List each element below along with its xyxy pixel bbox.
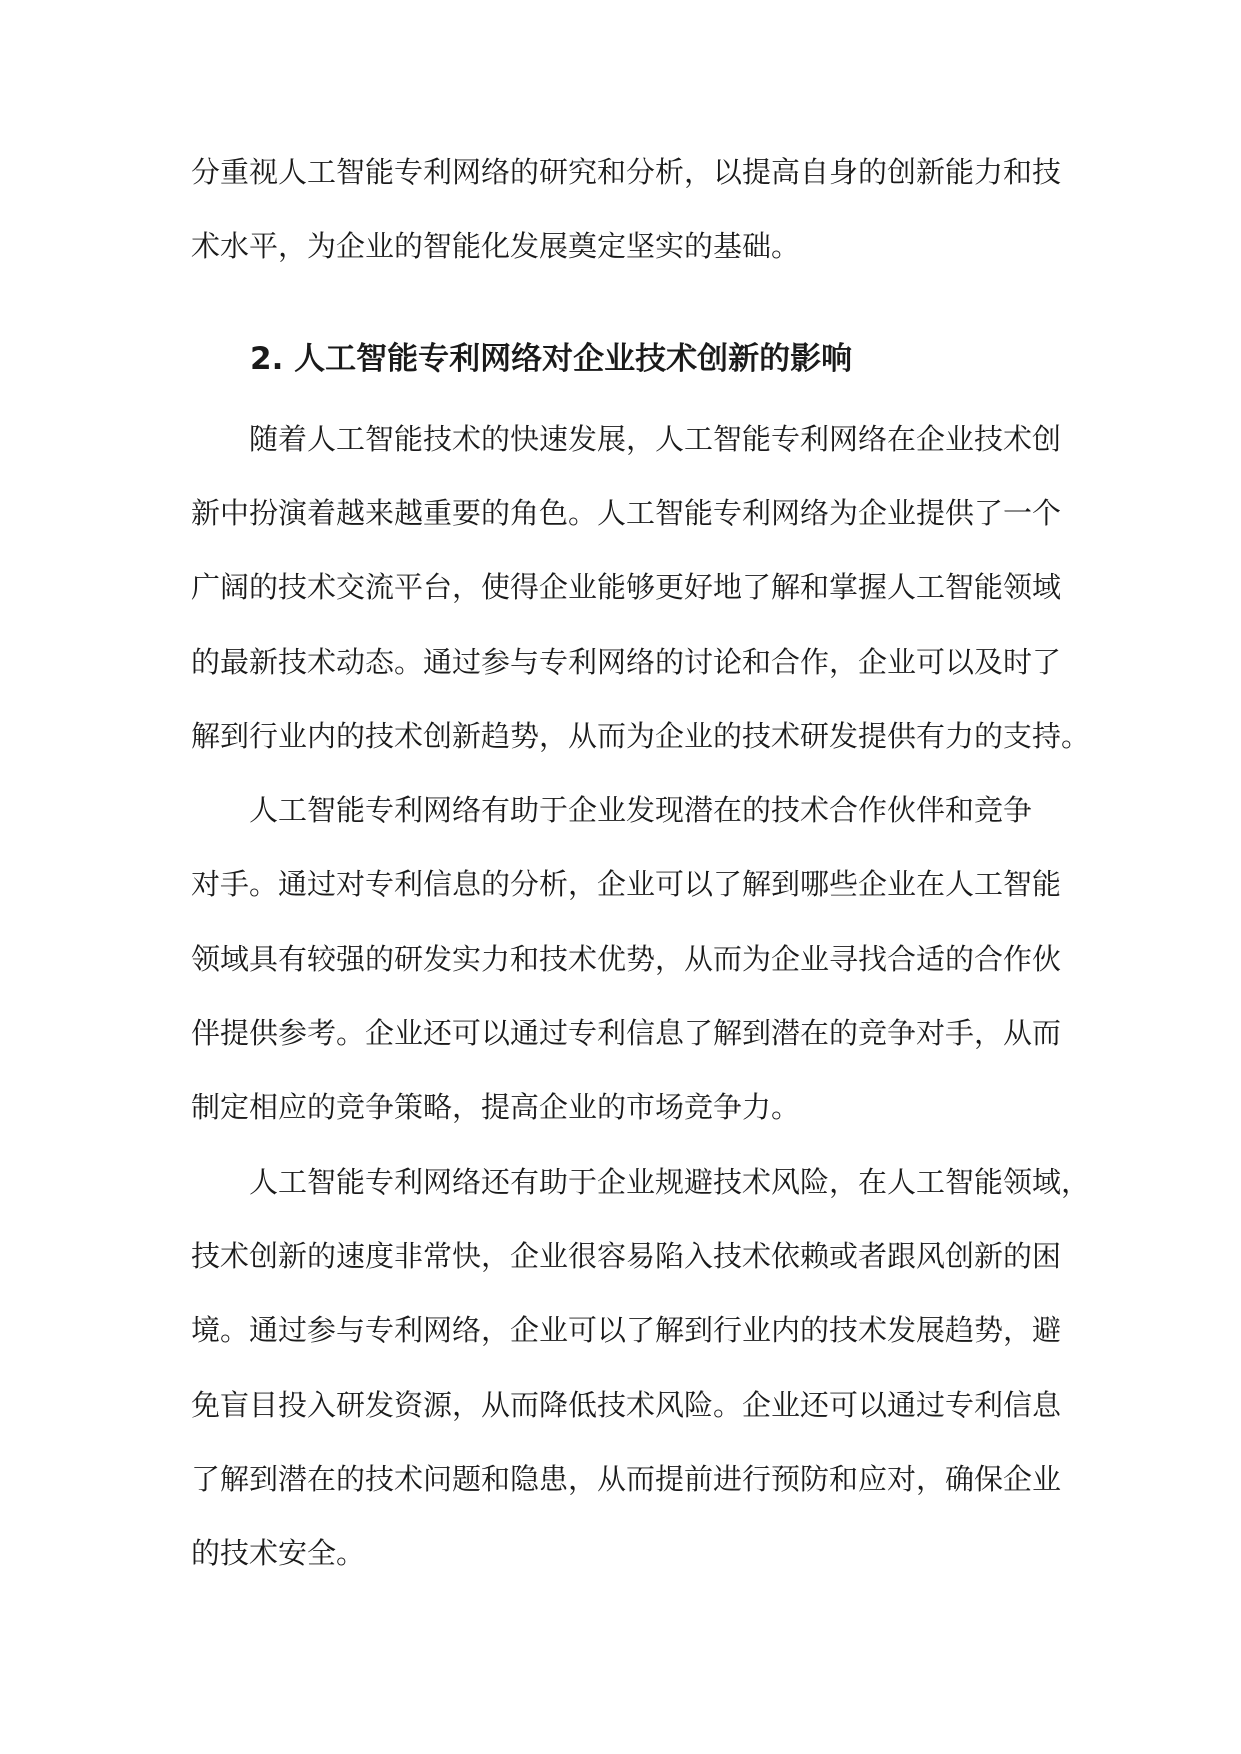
paragraph-line: 领域具有较强的研发实力和技术优势，从而为企业寻找合适的合作伙 [191,942,1062,976]
paragraph-line: 人工智能专利网络还有助于企业规避技术风险，在人工智能领域， [249,1165,1091,1199]
section-heading: 2. 人工智能专利网络对企业技术创新的影响 [250,341,853,377]
paragraph-line: 术水平，为企业的智能化发展奠定坚实的基础。 [191,229,801,263]
paragraph-line: 境。通过参与专利网络，企业可以了解到行业内的技术发展趋势，避 [191,1313,1062,1347]
paragraph-line: 制定相应的竞争策略，提高企业的市场竞争力。 [191,1090,801,1124]
paragraph-line: 伴提供参考。企业还可以通过专利信息了解到潜在的竞争对手，从而 [191,1016,1062,1050]
paragraph-line: 分重视人工智能专利网络的研究和分析，以提高自身的创新能力和技 [191,155,1062,189]
paragraph-line: 广阔的技术交流平台，使得企业能够更好地了解和掌握人工智能领域 [191,570,1062,604]
paragraph-line: 技术创新的速度非常快，企业很容易陷入技术依赖或者跟风创新的困 [191,1239,1062,1273]
paragraph-line: 的最新技术动态。通过参与专利网络的讨论和合作，企业可以及时了 [191,645,1062,679]
paragraph-line: 的技术安全。 [191,1536,366,1570]
paragraph-line: 了解到潜在的技术问题和隐患，从而提前进行预防和应对，确保企业 [191,1462,1062,1496]
paragraph-line: 免盲目投入研发资源，从而降低技术风险。企业还可以通过专利信息 [191,1388,1062,1422]
paragraph-line: 随着人工智能技术的快速发展，人工智能专利网络在企业技术创 [249,422,1062,456]
paragraph-line: 新中扮演着越来越重要的角色。人工智能专利网络为企业提供了一个 [191,496,1062,530]
paragraph-line: 对手。通过对专利信息的分析，企业可以了解到哪些企业在人工智能 [191,867,1062,901]
paragraph-line: 人工智能专利网络有助于企业发现潜在的技术合作伙伴和竞争 [249,793,1033,827]
paragraph-line: 解到行业内的技术创新趋势，从而为企业的技术研发提供有力的支持。 [191,719,1091,753]
